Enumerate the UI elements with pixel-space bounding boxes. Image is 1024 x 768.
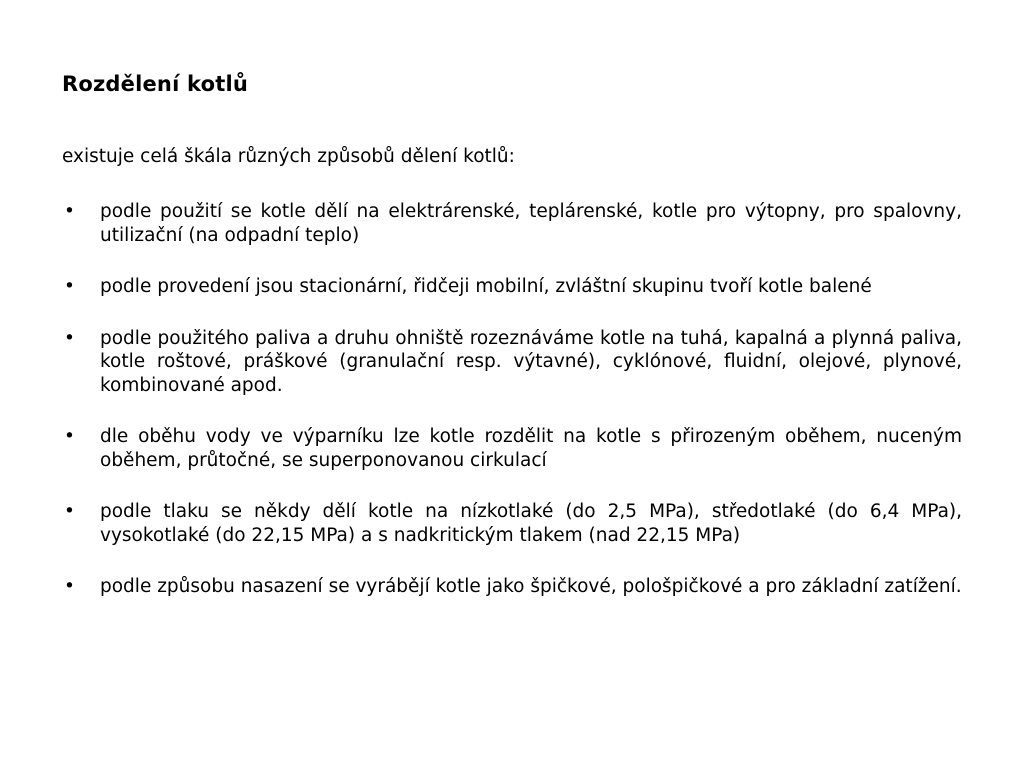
- bullet-list: [62, 200, 962, 627]
- bullet-item-design: [62, 275, 962, 299]
- bullet-text: podle tlaku se někdy dělí kotle na nízkotlaké (do 2,5 MPa), středotlaké (do 6,4 MPa), vysokotlaké (do 22,15 MPa) a s nadkritickým tlakem (nad 22,15 MPa): [100, 501, 962, 546]
- bullet-dot-icon: •: [64, 276, 75, 297]
- slide-title: Rozdělení kotlů: [62, 72, 249, 96]
- bullet-text: podle provedení jsou stacionární, řidčeji mobilní, zvláštní skupinu tvoří kotle balené: [100, 276, 872, 297]
- bullet-dot-icon: •: [64, 426, 75, 447]
- bullet-dot-icon: •: [64, 501, 75, 522]
- bullet-text: podle použití se kotle dělí na elektrárenské, teplárenské, kotle pro výtopny, pro spalovny, utilizační (na odpadní teplo): [100, 201, 962, 246]
- bullet-dot-icon: •: [64, 327, 75, 349]
- bullet-text: dle oběhu vody ve výparníku lze kotle rozdělit na kotle s přirozeným oběhem, nuceným oběhem, průtočné, se superponovanou cirkulací: [100, 426, 962, 471]
- bullet-item-fuel: [62, 327, 962, 398]
- bullet-item-usage: [62, 200, 962, 247]
- bullet-dot-icon: •: [64, 576, 75, 597]
- bullet-item-circulation: [62, 425, 962, 472]
- bullet-text: podle použitého paliva a druhu ohniště rozeznáváme kotle na tuhá, kapalná a plynná paliva, kotle roštové, práškové (granulační resp. výtavné), cyklónové, fluidní, olejové, plynové, kombinované apod.: [100, 327, 962, 396]
- bullet-dot-icon: •: [64, 201, 75, 222]
- bullet-item-deployment: [62, 575, 962, 599]
- intro-text: existuje celá škála různých způsobů dělení kotlů:: [62, 146, 515, 167]
- bullet-text: podle způsobu nasazení se vyrábějí kotle jako špičkové, pološpičkové a pro základní zatížení.: [100, 576, 962, 597]
- bullet-item-pressure: [62, 500, 962, 547]
